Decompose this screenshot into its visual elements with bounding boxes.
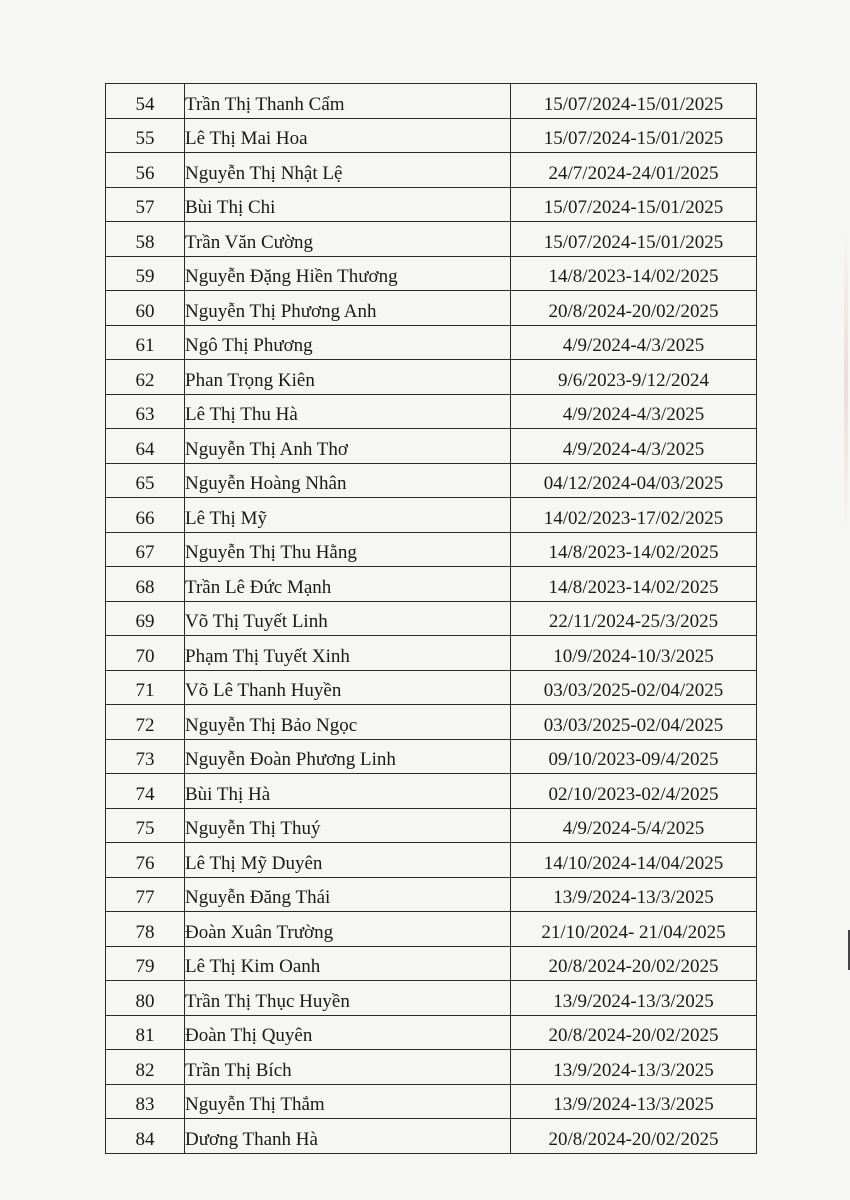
row-number: 58 (106, 222, 185, 257)
row-period: 14/8/2023-14/02/2025 (511, 256, 757, 291)
row-number: 61 (106, 325, 185, 360)
row-name: Nguyễn Đăng Thái (185, 877, 511, 912)
row-name: Nguyễn Thị Nhật Lệ (185, 153, 511, 188)
table-row (106, 670, 757, 705)
row-period: 4/9/2024-4/3/2025 (511, 325, 757, 360)
row-name: Nguyễn Thị Bảo Ngọc (185, 705, 511, 740)
row-period: 15/07/2024-15/01/2025 (511, 187, 757, 222)
row-period: 20/8/2024-20/02/2025 (511, 946, 757, 981)
row-name: Trần Thị Thanh Cẩm (185, 84, 511, 119)
row-number: 80 (106, 981, 185, 1016)
row-period: 14/10/2024-14/04/2025 (511, 843, 757, 878)
scan-edge-mark (844, 230, 848, 990)
table-row (106, 946, 757, 981)
table-row (106, 739, 757, 774)
row-name: Võ Lê Thanh Huyền (185, 670, 511, 705)
row-number: 60 (106, 291, 185, 326)
row-period: 15/07/2024-15/01/2025 (511, 84, 757, 119)
row-number: 64 (106, 429, 185, 464)
row-period: 20/8/2024-20/02/2025 (511, 1015, 757, 1050)
table-row (106, 84, 757, 119)
row-name: Lê Thị Mỹ Duyên (185, 843, 511, 878)
row-number: 66 (106, 498, 185, 533)
table-row (106, 601, 757, 636)
row-name: Nguyễn Thị Phương Anh (185, 291, 511, 326)
table-row (106, 256, 757, 291)
row-period: 03/03/2025-02/04/2025 (511, 670, 757, 705)
row-period: 04/12/2024-04/03/2025 (511, 463, 757, 498)
table-row (106, 429, 757, 464)
table-row (106, 567, 757, 602)
row-number: 74 (106, 774, 185, 809)
row-number: 54 (106, 84, 185, 119)
row-period: 9/6/2023-9/12/2024 (511, 360, 757, 395)
table-row (106, 394, 757, 429)
table-row (106, 1050, 757, 1085)
row-period: 15/07/2024-15/01/2025 (511, 222, 757, 257)
row-number: 76 (106, 843, 185, 878)
row-name: Bùi Thị Chi (185, 187, 511, 222)
row-name: Đoàn Thị Quyên (185, 1015, 511, 1050)
row-period: 4/9/2024-4/3/2025 (511, 429, 757, 464)
row-name: Phạm Thị Tuyết Xinh (185, 636, 511, 671)
table-row (106, 187, 757, 222)
row-period: 02/10/2023-02/4/2025 (511, 774, 757, 809)
row-number: 73 (106, 739, 185, 774)
row-period: 20/8/2024-20/02/2025 (511, 1119, 757, 1154)
row-name: Nguyễn Thị Anh Thơ (185, 429, 511, 464)
table-row (106, 498, 757, 533)
table-row (106, 877, 757, 912)
table-row (106, 808, 757, 843)
row-name: Lê Thị Mai Hoa (185, 118, 511, 153)
row-period: 10/9/2024-10/3/2025 (511, 636, 757, 671)
row-name: Trần Thị Thục Huyền (185, 981, 511, 1016)
table-row (106, 360, 757, 395)
table-row (106, 705, 757, 740)
row-name: Trần Lê Đức Mạnh (185, 567, 511, 602)
row-name: Nguyễn Thị Thu Hằng (185, 532, 511, 567)
row-number: 83 (106, 1084, 185, 1119)
row-period: 13/9/2024-13/3/2025 (511, 877, 757, 912)
table-row (106, 291, 757, 326)
row-period: 09/10/2023-09/4/2025 (511, 739, 757, 774)
row-name: Dương Thanh Hà (185, 1119, 511, 1154)
table-row (106, 118, 757, 153)
row-number: 62 (106, 360, 185, 395)
row-number: 71 (106, 670, 185, 705)
row-name: Nguyễn Thị Thuý (185, 808, 511, 843)
row-name: Bùi Thị Hà (185, 774, 511, 809)
table-row (106, 981, 757, 1016)
roster-table (105, 83, 757, 1154)
row-number: 82 (106, 1050, 185, 1085)
row-period: 21/10/2024- 21/04/2025 (511, 912, 757, 947)
row-number: 77 (106, 877, 185, 912)
row-period: 4/9/2024-5/4/2025 (511, 808, 757, 843)
row-period: 14/02/2023-17/02/2025 (511, 498, 757, 533)
row-name: Nguyễn Hoàng Nhân (185, 463, 511, 498)
table-row (106, 532, 757, 567)
row-period: 15/07/2024-15/01/2025 (511, 118, 757, 153)
row-period: 24/7/2024-24/01/2025 (511, 153, 757, 188)
row-number: 79 (106, 946, 185, 981)
row-period: 13/9/2024-13/3/2025 (511, 1050, 757, 1085)
table-row (106, 1015, 757, 1050)
row-period: 4/9/2024-4/3/2025 (511, 394, 757, 429)
row-number: 84 (106, 1119, 185, 1154)
row-number: 65 (106, 463, 185, 498)
table-row (106, 843, 757, 878)
row-name: Lê Thị Mỹ (185, 498, 511, 533)
table-row (106, 325, 757, 360)
row-number: 59 (106, 256, 185, 291)
row-number: 63 (106, 394, 185, 429)
row-number: 68 (106, 567, 185, 602)
table-row (106, 153, 757, 188)
row-name: Nguyễn Đoàn Phương Linh (185, 739, 511, 774)
row-number: 57 (106, 187, 185, 222)
row-name: Nguyễn Thị Thắm (185, 1084, 511, 1119)
row-name: Phan Trọng Kiên (185, 360, 511, 395)
row-name: Ngô Thị Phương (185, 325, 511, 360)
row-name: Lê Thị Thu Hà (185, 394, 511, 429)
table-row (106, 1084, 757, 1119)
row-number: 69 (106, 601, 185, 636)
row-number: 70 (106, 636, 185, 671)
row-period: 13/9/2024-13/3/2025 (511, 981, 757, 1016)
row-name: Lê Thị Kim Oanh (185, 946, 511, 981)
row-name: Trần Thị Bích (185, 1050, 511, 1085)
row-number: 55 (106, 118, 185, 153)
row-number: 75 (106, 808, 185, 843)
table-row (106, 774, 757, 809)
table-row (106, 1119, 757, 1154)
row-number: 72 (106, 705, 185, 740)
row-number: 56 (106, 153, 185, 188)
row-period: 14/8/2023-14/02/2025 (511, 532, 757, 567)
row-name: Võ Thị Tuyết Linh (185, 601, 511, 636)
table-row (106, 222, 757, 257)
row-name: Nguyễn Đặng Hiền Thương (185, 256, 511, 291)
table-row (106, 463, 757, 498)
table-row (106, 912, 757, 947)
row-period: 20/8/2024-20/02/2025 (511, 291, 757, 326)
row-number: 78 (106, 912, 185, 947)
row-period: 13/9/2024-13/3/2025 (511, 1084, 757, 1119)
row-name: Đoàn Xuân Trường (185, 912, 511, 947)
row-period: 03/03/2025-02/04/2025 (511, 705, 757, 740)
row-period: 22/11/2024-25/3/2025 (511, 601, 757, 636)
row-period: 14/8/2023-14/02/2025 (511, 567, 757, 602)
row-name: Trần Văn Cường (185, 222, 511, 257)
roster-table-body (106, 84, 757, 1154)
row-number: 67 (106, 532, 185, 567)
table-row (106, 636, 757, 671)
row-number: 81 (106, 1015, 185, 1050)
